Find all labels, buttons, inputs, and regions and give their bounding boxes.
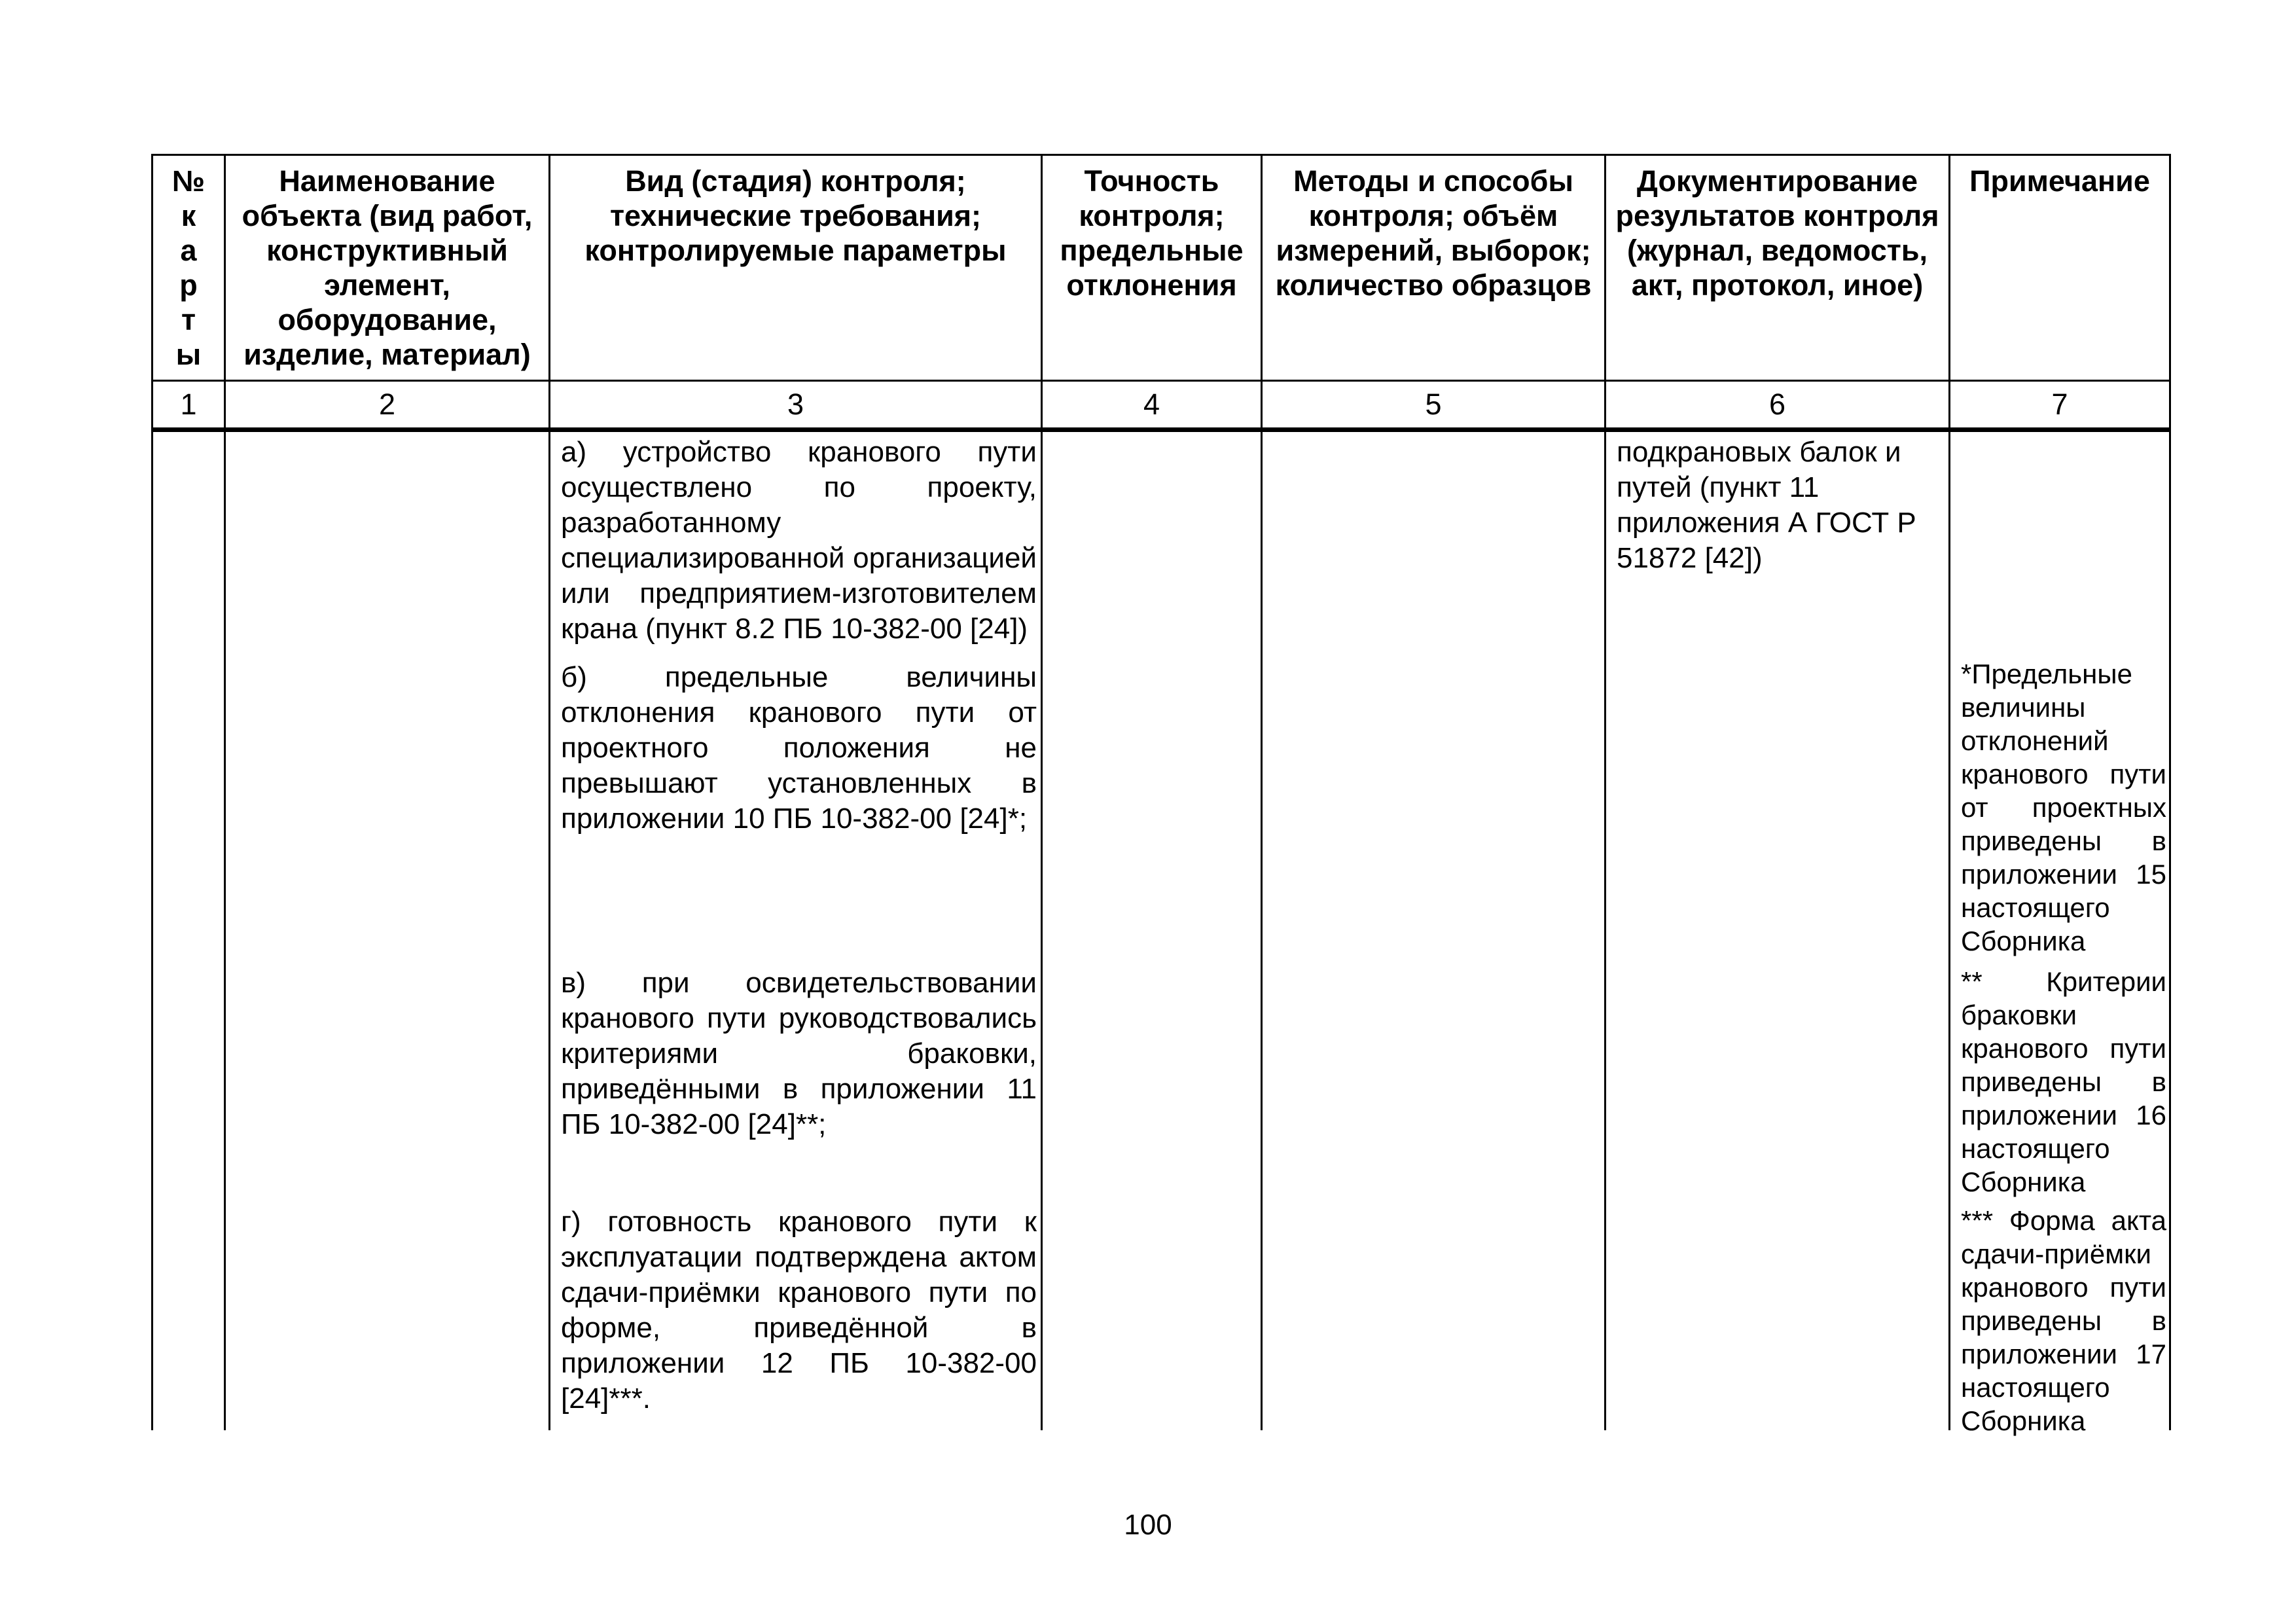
column-number: 2 — [225, 381, 550, 430]
note-2: ** Критерии браковки кранового пути приведены в приложении 16 настоящего Сборника — [1961, 966, 2166, 1197]
note-3: *** Форма акта сдачи-приёмки кранового пути приведены в приложении 17 настоящего Сборника — [1961, 1205, 2166, 1436]
column-number: 3 — [550, 381, 1042, 430]
header-documentation: Документирование результатов контроля (журнал, ведомость, акт, протокол, иное) — [1605, 155, 1950, 381]
cell-accuracy — [1042, 430, 1262, 1431]
note-1: *Предельные величины отклонений кранового пути от проектных приведены в приложении 15 настоящего Сборника — [1961, 659, 2166, 956]
header-card-number: № к а р т ы — [152, 155, 225, 381]
requirement-item-b: б) предельные величины отклонения кранового пути от проектного положения не превышают установленных в приложении 10 ПБ 10-382-00 [24]*; — [561, 661, 1037, 835]
column-number: 4 — [1042, 381, 1262, 430]
control-table — [151, 154, 2171, 1436]
header-row — [152, 155, 2170, 381]
table-row — [152, 430, 2170, 1431]
column-number: 7 — [1950, 381, 2170, 430]
header-object-name: Наименование объекта (вид работ, конструктивный элемент, оборудование, изделие, материал) — [225, 155, 550, 381]
header-control-type: Вид (стадия) контроля; технические требования; контролируемые параметры — [550, 155, 1042, 381]
cell-methods — [1262, 430, 1605, 1431]
cell-documentation — [1605, 430, 1950, 1431]
header-accuracy: Точность контроля; предельные отклонения — [1042, 155, 1262, 381]
header-methods: Методы и способы контроля; объём измерений, выборок; количество образцов — [1262, 155, 1605, 381]
cell-object-name — [225, 430, 550, 1431]
page-number: 100 — [1124, 1509, 1172, 1541]
column-number: 1 — [152, 381, 225, 430]
column-number: 5 — [1262, 381, 1605, 430]
column-number: 6 — [1605, 381, 1950, 430]
cell-card-number — [152, 430, 225, 1431]
requirement-item-c: в) при освидетельствовании кранового пути руководствовались критериями браковки, приведёнными в приложении 11 ПБ 10-382-00 [24]**; — [561, 967, 1037, 1140]
requirement-item-a: а) устройство кранового пути осуществлено по проекту, разработанному специализированной организацией или предприятием-изготовителем крана (пункт 8.2 ПБ 10-382-00 [24]) — [561, 436, 1037, 645]
documentation-text: подкрановых балок и путей (пункт 11 приложения А ГОСТ Р 51872 [42]) — [1617, 436, 1916, 574]
cell-requirements — [550, 430, 1042, 1431]
requirement-item-d: г) готовность кранового пути к эксплуатации подтверждена актом сдачи-приёмки кранового пути по форме, приведённой в приложении 12 ПБ 10-382-00 [24]***. — [561, 1206, 1037, 1415]
column-number-row — [152, 381, 2170, 430]
cell-note — [1950, 430, 2170, 1436]
header-note: Примечание — [1950, 155, 2170, 381]
